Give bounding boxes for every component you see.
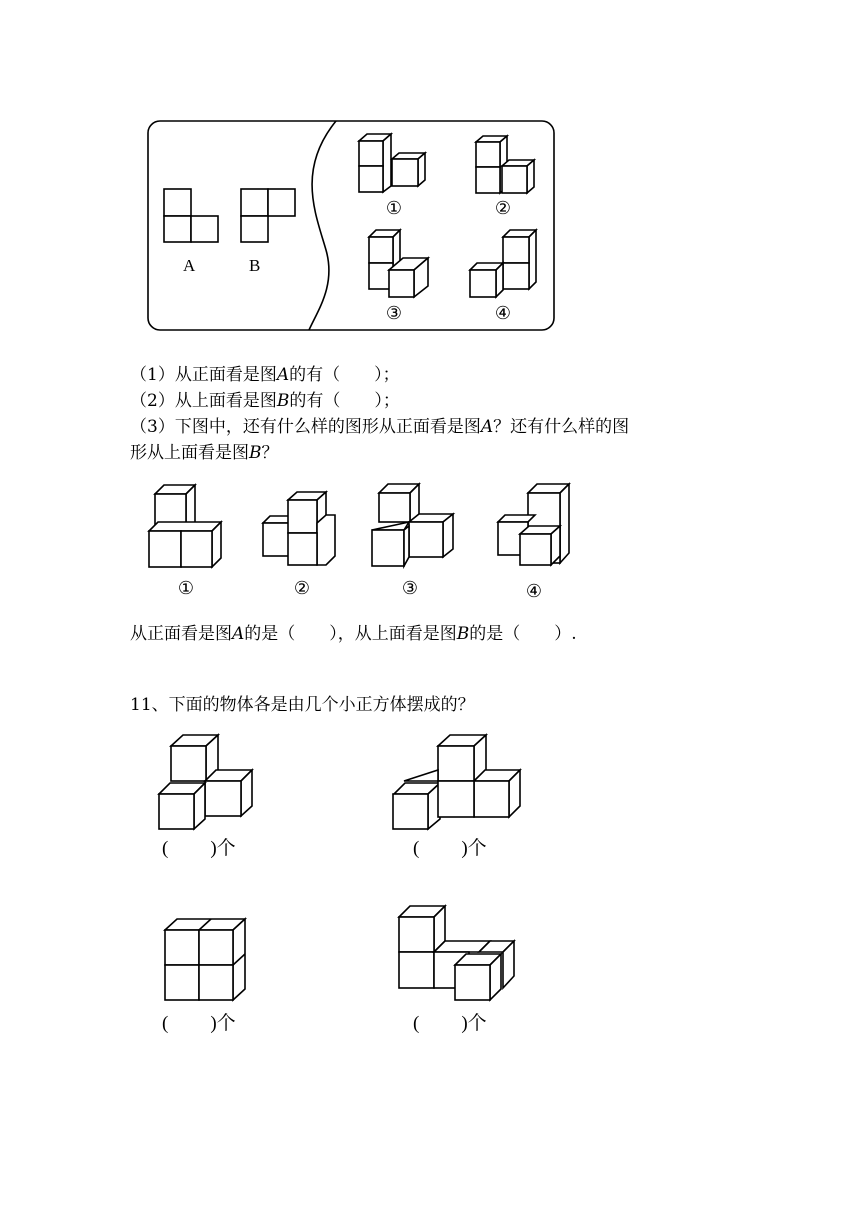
figure-a-label: A <box>183 256 196 275</box>
option-label-3: ③ <box>401 578 419 599</box>
figure-b-label: B <box>249 256 261 275</box>
panel-label-4: ④ <box>494 303 512 324</box>
panel-label-1: ① <box>385 198 403 219</box>
panel-label-2: ② <box>494 198 512 219</box>
question-part-2: （2）从上面看是图B的有（ ）； <box>130 391 400 411</box>
question-part-1: （1）从正面看是图A的有（ ）； <box>130 365 400 385</box>
question-11-title: 11、下面的物体各是由几个小正方体摆成的？ <box>130 695 475 715</box>
count-answer-1[interactable]: ( )个 <box>162 837 236 859</box>
panel-label-3: ③ <box>385 303 403 324</box>
var-b: B <box>276 391 290 411</box>
question-part-3-line-2: 形从上面看是图B？ <box>130 443 279 463</box>
question-part-3-line-1: （3）下图中，还有什么样的图形从正面看是图A？还有什么样的图 <box>130 417 630 437</box>
count-answer-4[interactable]: ( )个 <box>413 1012 487 1034</box>
count-answer-3[interactable]: ( )个 <box>162 1012 236 1034</box>
option-label-4: ④ <box>525 581 543 602</box>
count-answer-2[interactable]: ( )个 <box>413 837 487 859</box>
option-label-2: ② <box>293 578 311 599</box>
answer-line: 从正面看是图A的是（ ），从上面看是图B的是（ ）. <box>130 624 577 644</box>
var-a: A <box>276 365 290 385</box>
option-label-1: ① <box>177 578 195 599</box>
